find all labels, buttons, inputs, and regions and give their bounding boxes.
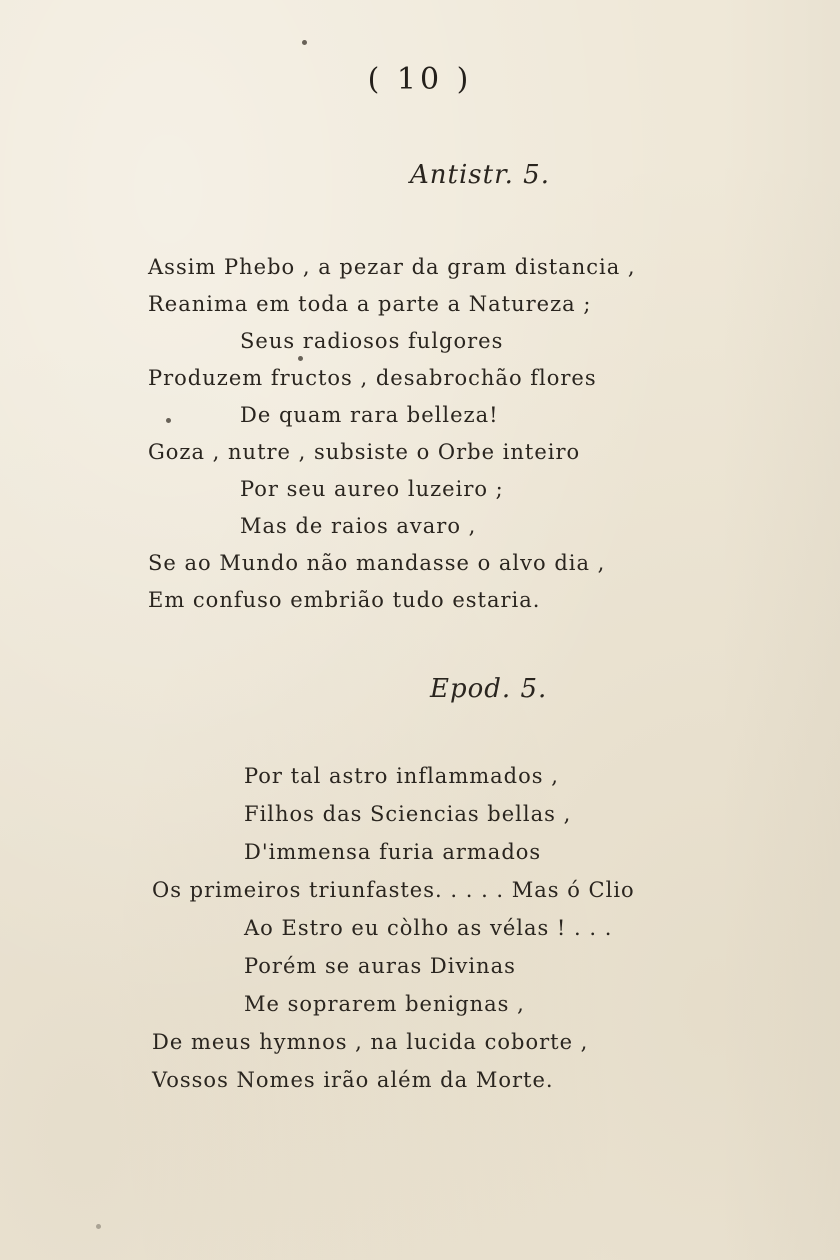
antistrophe-line: Em confuso embrião tudo estaria. — [148, 588, 541, 612]
epode-line: Vossos Nomes irão além da Morte. — [152, 1068, 554, 1092]
epode-line: D'immensa furia armados — [244, 840, 542, 864]
ink-speck — [298, 356, 303, 361]
antistrophe-line: Seus radiosos fulgores — [240, 329, 504, 353]
antistrophe-line: Produzem fructos , desabrochão flores — [148, 366, 597, 390]
epode-line: Os primeiros triunfastes. . . . . Mas ó Clio — [152, 878, 635, 902]
epode-line: Me soprarem benignas , — [244, 992, 525, 1016]
epode-line: Por tal astro inflammados , — [244, 764, 559, 788]
antistrophe-line: Goza , nutre , subsiste o Orbe inteiro — [148, 440, 581, 464]
epode-title: Epod. 5. — [430, 674, 548, 704]
antistrophe-title: Antistr. 5. — [410, 160, 550, 190]
antistrophe-line: Mas de raios avaro , — [240, 514, 477, 538]
antistrophe-line: Por seu aureo luzeiro ; — [240, 477, 504, 501]
antistrophe-line: Se ao Mundo não mandasse o alvo dia , — [148, 551, 606, 575]
page-number: ( 10 ) — [367, 62, 473, 97]
epode-line: Ao Estro eu còlho as vélas ! . . . — [244, 916, 613, 940]
ink-speck — [302, 40, 307, 45]
page-edge-shadow — [720, 0, 840, 1260]
antistrophe-line: Assim Phebo , a pezar da gram distancia , — [148, 255, 636, 279]
antistrophe-line: Reanima em toda a parte a Natureza ; — [148, 292, 592, 316]
antistrophe-line: De quam rara belleza! — [240, 403, 499, 427]
epode-line: Filhos das Sciencias bellas , — [244, 802, 572, 826]
epode-line: De meus hymnos , na lucida coborte , — [152, 1030, 589, 1054]
epode-line: Porém se auras Divinas — [244, 954, 516, 978]
ink-speck — [96, 1224, 101, 1229]
ink-speck — [166, 418, 171, 423]
